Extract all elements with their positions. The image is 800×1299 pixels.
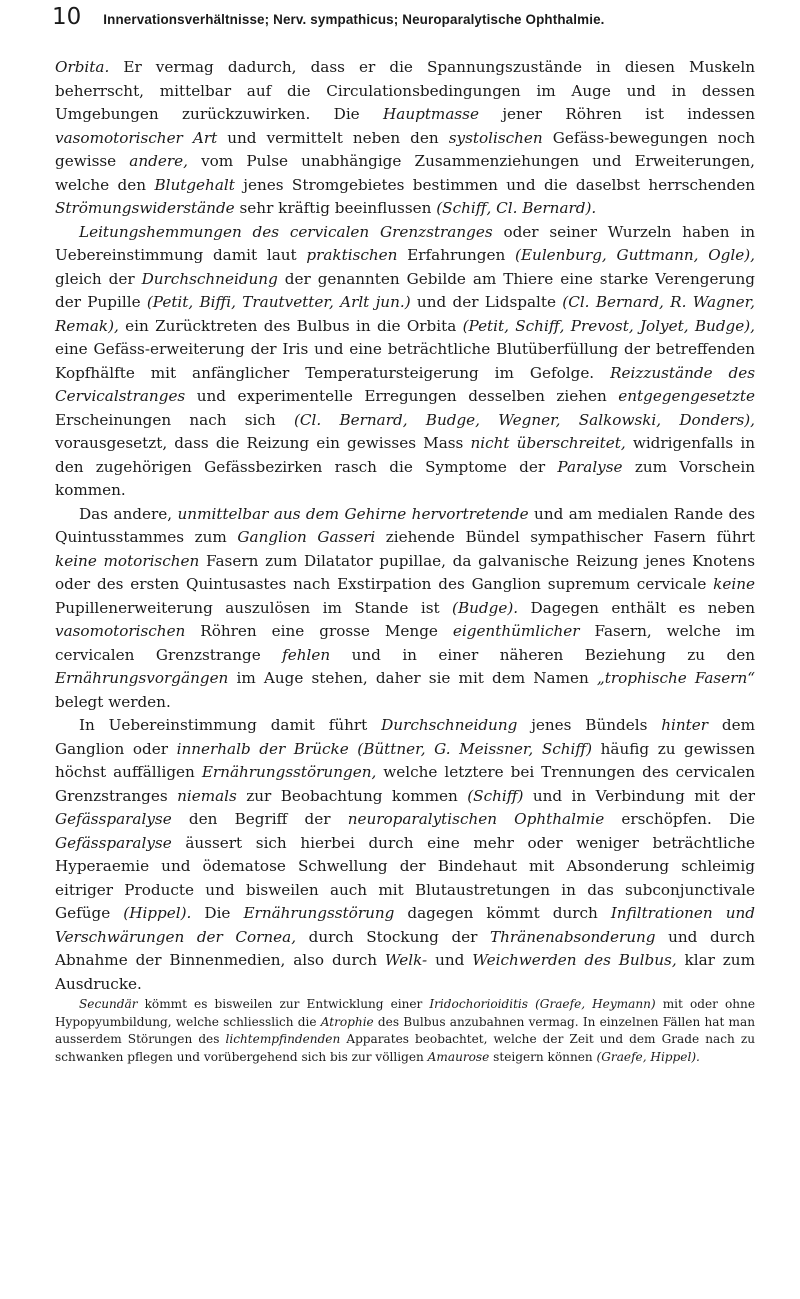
emphasized-text: (Schiff, Cl. Bernard).	[436, 199, 597, 217]
emphasized-text: Gefässparalyse	[55, 810, 172, 828]
text-run: durch Stockung der	[296, 927, 490, 946]
text-run: Apparates beobachtet, welche der Zeit und dem Grade nach zu schwanken pflegen und vorübergehend sich bis zur völligen	[55, 1032, 755, 1064]
emphasized-text: hinter	[661, 716, 709, 734]
text-run: und vermittelt neben den	[217, 128, 449, 147]
emphasized-text: Reizzustände des Cervicalstranges	[55, 363, 756, 405]
emphasized-text: (Budge).	[452, 598, 519, 617]
text-run: zum Vorschein kommen.	[55, 457, 755, 499]
paragraph-p4	[55, 714, 755, 996]
emphasized-text: Thränenabsonderung	[490, 927, 656, 946]
emphasized-text: lichtempfindenden	[225, 1032, 341, 1047]
emphasized-text: Atrophie	[320, 1014, 374, 1029]
emphasized-text: Orbita.	[55, 58, 110, 76]
emphasized-text: eigenthümlicher	[452, 622, 580, 640]
text-run: und in einer näheren Beziehung zu den	[330, 645, 755, 664]
emphasized-text: vasomotorischen	[55, 622, 186, 640]
emphasized-text: Iridochorioiditis (Graefe, Heymann)	[429, 997, 656, 1011]
text-run: äussert sich hierbei durch eine mehr oder weniger beträchtliche Hyperaemie und ödematose Schwellung der Bindehaut mit Absonderung schleimig eitriger Producte und bisweilen auch mit Blutaustretungen in das subconjunctivale Gefüge	[55, 833, 755, 922]
text-run: häufig zu gewissen höchst auffälligen	[55, 739, 755, 781]
small-print-note	[55, 996, 755, 1066]
emphasized-text: keine	[713, 575, 755, 593]
text-run: belegt werden.	[55, 692, 171, 711]
text-run: ein Zurücktreten des Bulbus in die Orbita	[118, 316, 463, 335]
text-run: kömmt es bisweilen zur Entwicklung einer	[137, 997, 430, 1011]
book-page	[52, 0, 756, 1066]
emphasized-text: nicht überschreitet,	[470, 434, 626, 452]
text-run: und experimentelle Erregungen desselben ziehen	[185, 387, 619, 405]
emphasized-text: Strömungswiderstände	[55, 199, 235, 217]
emphasized-text: (Cl. Bernard, R. Wagner, Remak),	[55, 293, 755, 335]
text-run: und der Lidspalte	[410, 293, 563, 311]
text-run: widrigenfalls in den zugehörigen Gefässbezirken rasch die Symptome der	[55, 434, 755, 476]
text-run: jener Röhren ist indessen	[478, 105, 755, 123]
text-run: welche letztere bei Trennungen des cervicalen Grenzstranges	[55, 763, 755, 805]
text-run: vorausgesetzt, dass die Reizung ein gewisses Mass	[55, 434, 471, 452]
text-run: Gefäss-bewegungen noch gewisse	[55, 128, 755, 170]
emphasized-text: Paralyse	[557, 457, 623, 476]
text-run: jenes Bündels	[517, 716, 662, 734]
emphasized-text: Durchschneidung	[381, 716, 518, 734]
body-text	[55, 56, 755, 996]
text-run: In Uebereinstimmung damit führt	[79, 716, 382, 734]
emphasized-text: Blutgehalt	[154, 175, 235, 194]
paragraph-p3	[55, 503, 755, 715]
emphasized-text: Durchschneidung	[141, 269, 278, 288]
paragraph-p2	[55, 221, 755, 503]
text-run: ziehende Bündel sympathischer Fasern führt	[375, 528, 755, 546]
text-run: den Begriff der	[171, 810, 348, 828]
text-run: sehr kräftig beeinflussen	[234, 199, 437, 217]
page-number: 10	[52, 4, 82, 30]
text-run: im Auge stehen, daher sie mit dem Namen	[228, 669, 597, 687]
emphasized-text: (Cl. Bernard, Budge, Wegner, Salkowski, Donders),	[293, 410, 756, 429]
text-run: eine Gefäss-erweiterung der Iris und eine beträchtliche Blutüberfüllung der betreffenden Kopfhälfte mit anfänglicher Temperatursteigerung im Gefolge.	[55, 340, 755, 382]
emphasized-text: Ernährungsstörungen,	[201, 763, 377, 781]
emphasized-text: „trophische Fasern“	[596, 669, 756, 687]
emphasized-text: unmittelbar aus dem Gehirne hervortretende	[177, 504, 529, 523]
emphasized-text: fehlen	[282, 645, 331, 664]
text-run: erschöpfen. Die	[604, 810, 755, 828]
text-run: gleich der	[55, 269, 142, 288]
emphasized-text: Gefässparalyse	[55, 833, 172, 852]
text-run: Das andere,	[79, 504, 178, 523]
text-run: Fasern, welche im cervicalen Grenzstrange	[55, 622, 755, 664]
emphasized-text: neuroparalytischen Ophthalmie	[347, 810, 605, 828]
text-run: Erscheinungen nach sich	[55, 410, 294, 429]
emphasized-text: Ganglion Gasseri	[237, 528, 376, 546]
emphasized-text: innerhalb der Brücke (Büttner, G. Meissner, Schiff)	[176, 739, 593, 758]
footnote-text	[55, 996, 755, 1066]
emphasized-text: praktischen	[306, 246, 398, 264]
emphasized-text: keine motorischen	[55, 551, 200, 570]
emphasized-text: Ernährungsstörung	[243, 904, 395, 922]
emphasized-text: (Petit, Schiff, Prevost, Jolyet, Budge),	[462, 316, 756, 335]
emphasized-text: entgegengesetzte	[618, 387, 755, 405]
emphasized-text: andere,	[129, 152, 188, 170]
emphasized-text: (Petit, Biffi, Trautvetter, Arlt jun.)	[146, 293, 411, 311]
text-run: Erfahrungen	[397, 246, 516, 264]
text-run: der genannten Gebilde am Thiere eine starke Verengerung der Pupille	[55, 269, 755, 311]
emphasized-text: (Schiff)	[467, 786, 524, 805]
text-run: mit oder ohne Hypopyumbildung, welche schliesslich die	[55, 997, 755, 1029]
text-run: Er vermag dadurch, dass er die Spannungszustände in diesen Muskeln beherrscht, mittelbar auf die Circulationsbedingungen im Auge und in dessen Umgebungen zurückzuwirken. Die	[55, 58, 755, 123]
emphasized-text: (Graefe, Hippel).	[596, 1049, 700, 1064]
text-run: des Bulbus anzubahnen vermag. In einzelnen Fällen hat man ausserdem Störungen des	[55, 1014, 756, 1047]
emphasized-text: Ernährungsvorgängen	[55, 669, 229, 687]
emphasized-text: Infiltrationen und Verschwärungen der Cornea,	[55, 904, 755, 946]
emphasized-text: niemals	[177, 786, 237, 805]
paragraph-p1	[55, 56, 755, 221]
emphasized-text: Hauptmasse	[383, 105, 479, 123]
text-run: und in Verbindung mit der	[523, 786, 755, 805]
emphasized-text: Leitungshemmungen des cervicalen Grenzstranges	[79, 222, 493, 241]
text-run: Pupillenerweiterung auszulösen im Stande ist	[55, 598, 453, 617]
emphasized-text: systolischen	[448, 128, 543, 147]
text-run: und am medialen Rande des Quintusstammes zum	[55, 504, 755, 546]
page-header	[52, 4, 755, 30]
emphasized-text: Amaurose	[427, 1049, 490, 1064]
emphasized-text: (Eulenburg, Guttmann, Ogle),	[515, 246, 755, 264]
text-run: und	[427, 951, 473, 969]
emphasized-text: (Hippel).	[123, 904, 192, 922]
text-run: oder seiner Wurzeln haben in Uebereinstimmung damit laut	[55, 222, 756, 264]
text-run: dagegen kömmt durch	[394, 904, 611, 922]
emphasized-text: Secundär	[79, 997, 138, 1011]
text-run: Fasern zum Dilatator pupillae, da galvanische Reizung jenes Knotens oder des ersten Quintusastes nach Exstirpation des Ganglion supremum cervicale	[55, 551, 756, 593]
text-run: vom Pulse unabhängige Zusammenziehungen und Erweiterungen, welche den	[55, 152, 755, 194]
text-run: dem Ganglion oder	[55, 716, 755, 758]
emphasized-text: vasomotorischer Art	[55, 128, 218, 147]
text-run: und durch Abnahme der Binnenmedien, also durch	[55, 927, 755, 969]
text-run: zur Beobachtung kommen	[236, 786, 468, 805]
text-run: Röhren eine grosse Menge	[185, 622, 453, 640]
emphasized-text: Welk-	[384, 951, 428, 969]
text-run: jenes Stromgebietes bestimmen und die daselbst herrschenden	[234, 175, 755, 194]
text-run: Dagegen enthält es neben	[518, 598, 755, 617]
text-run: Die	[191, 904, 244, 922]
running-head: Innervationsverhältnisse; Nerv. sympathicus; Neuroparalytische Ophthalmie.	[103, 12, 605, 27]
emphasized-text: Weichwerden des Bulbus,	[472, 951, 677, 969]
text-run: klar zum Ausdrucke.	[55, 951, 755, 993]
text-run: steigern können	[489, 1049, 597, 1064]
